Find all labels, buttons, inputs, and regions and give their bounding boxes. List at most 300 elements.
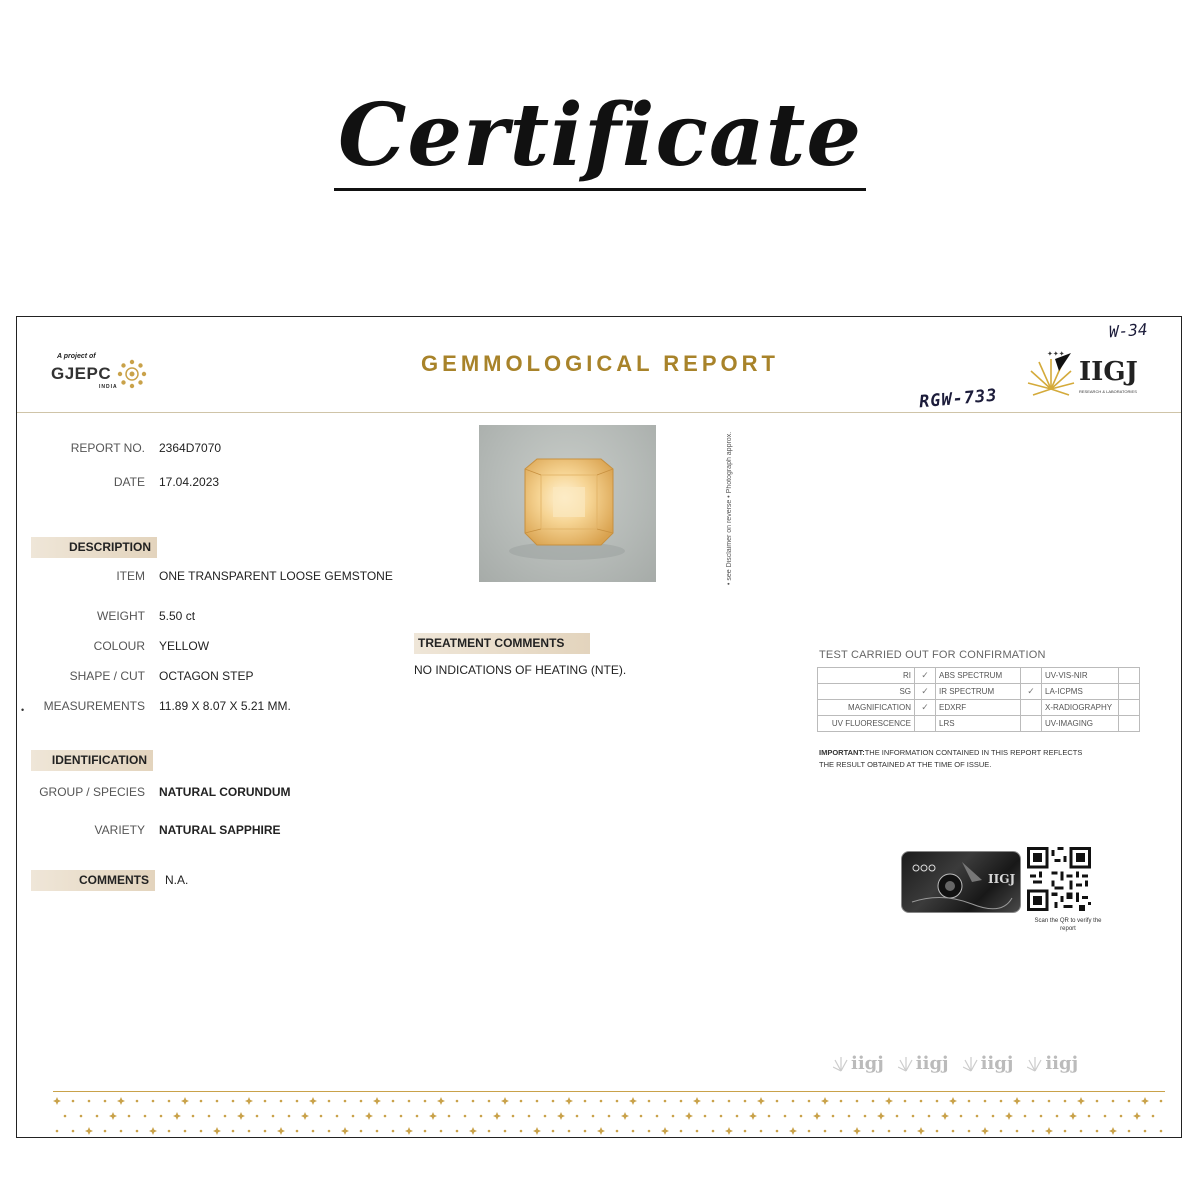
- sparkle-star: [53, 1097, 61, 1105]
- sparkle-dot: [208, 1115, 211, 1118]
- sparkle-dot: [744, 1130, 747, 1133]
- sparkle-dot: [912, 1115, 915, 1118]
- sparkle-dot: [1064, 1100, 1067, 1103]
- sparkle-dot: [1104, 1115, 1107, 1118]
- sparkle-star: [917, 1127, 925, 1135]
- sparkle-dot: [984, 1100, 987, 1103]
- sparkle-dot: [472, 1100, 475, 1103]
- sparkle-dot: [936, 1130, 939, 1133]
- sparkle-star: [173, 1112, 181, 1120]
- sparkle-star: [1045, 1127, 1053, 1135]
- sparkle-dot: [512, 1115, 515, 1118]
- measurements-label: MEASUREMENTS: [43, 699, 145, 713]
- sparkle-dot: [1112, 1100, 1115, 1103]
- sparkle-dot: [1096, 1130, 1099, 1133]
- certificate-header: [17, 317, 1181, 413]
- sparkle-dot: [488, 1130, 491, 1133]
- item-value: ONE TRANSPARENT LOOSE GEMSTONE: [159, 569, 393, 583]
- sparkle-dot: [296, 1130, 299, 1133]
- tests-row: [818, 700, 1140, 716]
- sparkle-star: [213, 1127, 221, 1135]
- iigj-logo-subtext: RESEARCH & LABORATORIES: [1079, 389, 1137, 394]
- sparkle-dot: [152, 1100, 155, 1103]
- sparkle-dot: [1160, 1130, 1163, 1133]
- test-name-cell: LA-ICPMS: [1042, 684, 1119, 700]
- sparkle-dot: [968, 1100, 971, 1103]
- sparkle-dot: [664, 1100, 667, 1103]
- gjepc-name: GJEPC: [51, 364, 112, 383]
- sparkle-dot: [904, 1130, 907, 1133]
- sparkle-dot: [1160, 1100, 1163, 1103]
- sparkle-dot: [480, 1115, 483, 1118]
- sparkle-dot: [488, 1100, 491, 1103]
- sparkle-dot: [632, 1130, 635, 1133]
- sparkle-dot: [648, 1130, 651, 1133]
- sparkle-dot: [824, 1130, 827, 1133]
- tests-table: [817, 667, 1140, 732]
- sparkle-star: [853, 1127, 861, 1135]
- sparkle-star: [621, 1112, 629, 1120]
- sparkle-star: [301, 1112, 309, 1120]
- sparkle-dot: [232, 1130, 235, 1133]
- sparkle-dot: [120, 1130, 123, 1133]
- sparkle-dot: [1024, 1115, 1027, 1118]
- sparkle-dot: [808, 1130, 811, 1133]
- sparkle-dot: [456, 1130, 459, 1133]
- sparkle-dot: [952, 1130, 955, 1133]
- sparkle-star: [1005, 1112, 1013, 1120]
- colour-label: COLOUR: [93, 639, 145, 653]
- sparkle-dot: [1000, 1130, 1003, 1133]
- date-value: 17.04.2023: [159, 475, 220, 489]
- sparkle-dot: [424, 1100, 427, 1103]
- sparkle-dot: [1048, 1100, 1051, 1103]
- sparkle-dot: [296, 1100, 299, 1103]
- sparkle-dot: [1040, 1115, 1043, 1118]
- sparkle-dot: [600, 1100, 603, 1103]
- test-name-cell: LRS: [936, 716, 1021, 732]
- comments-heading: COMMENTS: [31, 870, 155, 891]
- sparkle-dot: [88, 1100, 91, 1103]
- test-name-cell: RI: [818, 668, 915, 684]
- sparkle-dot: [544, 1115, 547, 1118]
- sparkle-dot: [1088, 1115, 1091, 1118]
- test-check-cell: ✓: [915, 684, 936, 700]
- sparkle-dot: [128, 1115, 131, 1118]
- sparkle-dot: [72, 1100, 75, 1103]
- sparkle-dot: [376, 1130, 379, 1133]
- sparkle-dot: [448, 1115, 451, 1118]
- tests-row: [818, 716, 1140, 732]
- sparkle-dot: [1120, 1115, 1123, 1118]
- sparkle-dot: [1144, 1130, 1147, 1133]
- tests-row: [818, 668, 1140, 684]
- test-name-cell: EDXRF: [936, 700, 1021, 716]
- sparkle-dot: [848, 1115, 851, 1118]
- sparkle-dot: [216, 1100, 219, 1103]
- sparkle-star: [277, 1127, 285, 1135]
- sparkle-star: [109, 1112, 117, 1120]
- watermark-burst-icon: [963, 1055, 979, 1073]
- sparkle-dot: [976, 1115, 979, 1118]
- sparkle-dot: [1128, 1130, 1131, 1133]
- species-value: NATURAL CORUNDUM: [159, 785, 291, 799]
- sparkle-dot: [784, 1115, 787, 1118]
- sparkle-dot: [56, 1130, 59, 1133]
- sparkle-dot: [232, 1100, 235, 1103]
- shape-label: SHAPE / CUT: [69, 669, 145, 683]
- treatment-text: NO INDICATIONS OF HEATING (NTE).: [414, 663, 627, 677]
- sparkle-dot: [936, 1100, 939, 1103]
- sparkle-dot: [104, 1130, 107, 1133]
- tests-row: [818, 684, 1140, 700]
- handwritten-code-rgw: RGW-733: [918, 385, 999, 413]
- sparkle-dot: [264, 1130, 267, 1133]
- sparkle-dot: [696, 1130, 699, 1133]
- sparkle-dot: [272, 1115, 275, 1118]
- sparkle-dot: [64, 1115, 67, 1118]
- sparkle-star: [245, 1097, 253, 1105]
- hologram-text: IIGJ: [988, 872, 1016, 886]
- sparkle-dot: [776, 1130, 779, 1133]
- sparkle-dot: [1016, 1130, 1019, 1133]
- gjepc-country: INDIA: [99, 384, 118, 390]
- iigj-sunburst-icon: [1025, 349, 1077, 401]
- photo-disclaimer-note: • see Disclaimer on reverse • Photograph approx.: [726, 431, 733, 585]
- item-label: ITEM: [116, 569, 145, 583]
- description-heading: DESCRIPTION: [31, 537, 157, 558]
- sparkle-dot: [328, 1100, 331, 1103]
- sparkle-dot: [832, 1115, 835, 1118]
- sparkle-dot: [248, 1130, 251, 1133]
- test-check-cell: ✓: [915, 668, 936, 684]
- sparkle-dot: [1032, 1130, 1035, 1133]
- sparkle-dot: [808, 1100, 811, 1103]
- test-name-cell: MAGNIFICATION: [818, 700, 915, 716]
- sparkle-dot: [136, 1130, 139, 1133]
- sparkle-dot: [576, 1115, 579, 1118]
- important-label: IMPORTANT:: [819, 748, 865, 757]
- sparkle-star: [685, 1112, 693, 1120]
- svg-text:✦✦✦: ✦✦✦: [1047, 351, 1065, 358]
- sparkle-star: [1133, 1112, 1141, 1120]
- sparkle-dot: [416, 1115, 419, 1118]
- weight-value: 5.50 ct: [159, 609, 196, 623]
- sparkle-star: [565, 1097, 573, 1105]
- sparkle-dot: [840, 1130, 843, 1133]
- sparkle-dot: [72, 1130, 75, 1133]
- sparkle-dot: [904, 1100, 907, 1103]
- sparkle-dot: [896, 1115, 899, 1118]
- colour-value: YELLOW: [159, 639, 210, 653]
- date-label: DATE: [113, 475, 145, 489]
- sparkle-star: [757, 1097, 765, 1105]
- qr-code-icon[interactable]: [1027, 847, 1091, 911]
- sparkle-star: [373, 1097, 381, 1105]
- sparkle-star: [981, 1127, 989, 1135]
- sparkle-dot: [920, 1100, 923, 1103]
- test-check-cell: [1119, 668, 1140, 684]
- sparkle-star: [85, 1127, 93, 1135]
- sparkle-dot: [456, 1100, 459, 1103]
- sparkle-dot: [1000, 1100, 1003, 1103]
- sparkle-star: [181, 1097, 189, 1105]
- sparkle-dot: [680, 1130, 683, 1133]
- sparkle-dot: [224, 1115, 227, 1118]
- sparkle-dot: [568, 1130, 571, 1133]
- gemstone-photo: [479, 425, 656, 582]
- sparkle-dot: [328, 1130, 331, 1133]
- gemstone-image: [479, 425, 656, 582]
- test-check-cell: [1021, 700, 1042, 716]
- sparkle-dot: [1064, 1130, 1067, 1133]
- test-check-cell: [1119, 684, 1140, 700]
- sparkle-star: [237, 1112, 245, 1120]
- sparkle-dot: [872, 1100, 875, 1103]
- watermark-text: iigj: [915, 1053, 949, 1074]
- tests-title: TEST CARRIED OUT FOR CONFIRMATION: [819, 649, 1046, 661]
- sparkle-dot: [680, 1100, 683, 1103]
- iigj-watermark: [963, 1053, 1014, 1074]
- variety-label: VARIETY: [94, 823, 145, 837]
- sparkle-dot: [992, 1115, 995, 1118]
- sparkle-dot: [864, 1115, 867, 1118]
- sparkle-star: [885, 1097, 893, 1105]
- sparkle-dot: [776, 1100, 779, 1103]
- sparkle-star: [629, 1097, 637, 1105]
- sparkle-dot: [552, 1100, 555, 1103]
- watermark-text: iigj: [980, 1053, 1014, 1074]
- sparkle-dot: [888, 1130, 891, 1133]
- test-name-cell: ABS SPECTRUM: [936, 668, 1021, 684]
- page-title: [0, 86, 1200, 191]
- sparkle-dot: [80, 1115, 83, 1118]
- sparkle-dot: [968, 1130, 971, 1133]
- sparkle-star: [821, 1097, 829, 1105]
- sparkle-star: [1077, 1097, 1085, 1105]
- sparkle-dot: [640, 1115, 643, 1118]
- sparkle-dot: [424, 1130, 427, 1133]
- sparkle-dot: [256, 1115, 259, 1118]
- sparkle-star: [501, 1097, 509, 1105]
- sparkle-star: [117, 1097, 125, 1105]
- sparkle-star: [341, 1127, 349, 1135]
- sparkle-dot: [760, 1130, 763, 1133]
- sparkle-dot: [712, 1130, 715, 1133]
- sparkle-dot: [360, 1100, 363, 1103]
- watermark-text: iigj: [1045, 1053, 1079, 1074]
- sparkle-star: [469, 1127, 477, 1135]
- sparkle-dot: [160, 1115, 163, 1118]
- sparkle-star: [493, 1112, 501, 1120]
- variety-value: NATURAL SAPPHIRE: [159, 823, 281, 837]
- sparkle-star: [813, 1112, 821, 1120]
- important-text: THE INFORMATION CONTAINED IN THIS REPORT REFLECTS THE RESULT OBTAINED AT THE TIME OF ISSUE.: [819, 748, 1083, 769]
- sparkle-star: [789, 1127, 797, 1135]
- sparkle-star: [149, 1127, 157, 1135]
- sparkle-dot: [144, 1115, 147, 1118]
- sparkle-star: [1069, 1112, 1077, 1120]
- sparkle-dot: [768, 1115, 771, 1118]
- sparkle-dot: [856, 1100, 859, 1103]
- sparkle-star: [661, 1127, 669, 1135]
- sparkle-dot: [280, 1100, 283, 1103]
- sparkle-star: [749, 1112, 757, 1120]
- test-name-cell: SG: [818, 684, 915, 700]
- test-name-cell: UV-IMAGING: [1042, 716, 1119, 732]
- test-name-cell: UV-VIS-NIR: [1042, 668, 1119, 684]
- watermark-burst-icon: [1027, 1055, 1043, 1073]
- identification-heading: IDENTIFICATION: [31, 750, 153, 771]
- sparkle-dot: [672, 1115, 675, 1118]
- sparkle-dot: [1128, 1100, 1131, 1103]
- sparkle-dot: [736, 1115, 739, 1118]
- measurements-value: 11.89 X 8.07 X 5.21 MM.: [159, 699, 291, 713]
- sparkle-dot: [464, 1115, 467, 1118]
- sparkle-dot: [136, 1100, 139, 1103]
- test-check-cell: ✓: [1021, 684, 1042, 700]
- sparkle-star: [309, 1097, 317, 1105]
- sparkle-dot: [728, 1100, 731, 1103]
- sparkle-star: [1109, 1127, 1117, 1135]
- sparkle-dot: [504, 1130, 507, 1133]
- sparkle-dot: [1080, 1130, 1083, 1133]
- sparkle-dot: [1152, 1115, 1155, 1118]
- sparkle-dot: [168, 1130, 171, 1133]
- sparkle-star: [1013, 1097, 1021, 1105]
- sparkle-dot: [384, 1115, 387, 1118]
- weight-label: WEIGHT: [97, 609, 145, 623]
- test-check-cell: [1021, 668, 1042, 684]
- sparkle-star: [941, 1112, 949, 1120]
- sparkle-dot: [584, 1100, 587, 1103]
- iigj-watermark: [833, 1053, 884, 1074]
- sparkle-dot: [192, 1115, 195, 1118]
- page-title-text: Certificate: [334, 86, 866, 191]
- report-no-value: 2364D7070: [159, 441, 222, 455]
- sparkle-dot: [656, 1115, 659, 1118]
- test-check-cell: ✓: [915, 700, 936, 716]
- sparkle-dot: [960, 1115, 963, 1118]
- sparkle-dot: [520, 1100, 523, 1103]
- sparkle-star: [693, 1097, 701, 1105]
- sparkle-dot: [264, 1100, 267, 1103]
- species-label: GROUP / SPECIES: [39, 785, 145, 799]
- watermark-burst-icon: [833, 1055, 849, 1073]
- treatment-heading: TREATMENT COMMENTS: [414, 633, 590, 654]
- sparkle-dot: [168, 1100, 171, 1103]
- gjepc-project-label: A project of: [57, 353, 96, 360]
- shape-value: OCTAGON STEP: [159, 669, 254, 683]
- sparkle-star: [1141, 1097, 1149, 1105]
- sparkle-star: [365, 1112, 373, 1120]
- test-check-cell: [1021, 716, 1042, 732]
- sparkle-dot: [1032, 1100, 1035, 1103]
- sparkle-dot: [720, 1115, 723, 1118]
- iigj-logo-text: IIGJ: [1079, 357, 1138, 387]
- watermark-text: iigj: [851, 1053, 884, 1074]
- iigj-watermark: [1027, 1053, 1078, 1074]
- test-name-cell: UV FLUORESCENCE: [818, 716, 915, 732]
- qr-note: Scan the QR to verify the report: [1034, 918, 1102, 932]
- sparkle-dot: [592, 1115, 595, 1118]
- sparkle-dot: [840, 1100, 843, 1103]
- test-check-cell: [1119, 716, 1140, 732]
- sparkle-dot: [200, 1100, 203, 1103]
- decorative-sparkle-band: [53, 1093, 1165, 1139]
- report-title: GEMMOLOGICAL REPORT: [421, 351, 779, 376]
- test-name-cell: X-RADIOGRAPHY: [1042, 700, 1119, 716]
- sparkle-dot: [552, 1130, 555, 1133]
- sparkle-dot: [344, 1100, 347, 1103]
- sparkle-dot: [312, 1130, 315, 1133]
- sparkle-dot: [928, 1115, 931, 1118]
- sparkle-dot: [1096, 1100, 1099, 1103]
- sparkle-dot: [608, 1115, 611, 1118]
- sparkle-dot: [184, 1130, 187, 1133]
- sparkle-dot: [360, 1130, 363, 1133]
- watermark-row: [833, 1053, 1078, 1074]
- handwritten-code-top: W-34: [1108, 319, 1149, 342]
- sparkle-dot: [712, 1100, 715, 1103]
- test-check-cell: [915, 716, 936, 732]
- sparkle-dot: [288, 1115, 291, 1118]
- test-check-cell: [1119, 700, 1140, 716]
- sparkle-star: [437, 1097, 445, 1105]
- sparkle-dot: [392, 1100, 395, 1103]
- sparkle-star: [557, 1112, 565, 1120]
- sparkle-dot: [584, 1130, 587, 1133]
- sparkle-dot: [392, 1130, 395, 1133]
- sparkle-star: [533, 1127, 541, 1135]
- sparkle-dot: [872, 1130, 875, 1133]
- sparkle-dot: [336, 1115, 339, 1118]
- comments-value: N.A.: [165, 873, 189, 887]
- hologram-seal: [901, 851, 1021, 913]
- sparkle-dot: [792, 1100, 795, 1103]
- important-note: [819, 747, 1099, 771]
- report-no-label: REPORT NO.: [70, 441, 145, 455]
- sparkle-dot: [520, 1130, 523, 1133]
- sparkle-dot: [104, 1100, 107, 1103]
- sparkle-dot: [528, 1115, 531, 1118]
- sparkle-star: [949, 1097, 957, 1105]
- sparkle-dot: [96, 1115, 99, 1118]
- sparkle-dot: [320, 1115, 323, 1118]
- sparkle-star: [597, 1127, 605, 1135]
- sparkle-dot: [616, 1130, 619, 1133]
- gold-divider-line: [53, 1091, 1165, 1092]
- sparkle-dot: [704, 1115, 707, 1118]
- sparkle-dot: [616, 1100, 619, 1103]
- sparkle-dot: [800, 1115, 803, 1118]
- sparkle-dot: [200, 1130, 203, 1133]
- margin-mark: •: [21, 705, 25, 715]
- test-name-cell: IR SPECTRUM: [936, 684, 1021, 700]
- sparkle-star: [877, 1112, 885, 1120]
- iigj-logo: [1025, 349, 1165, 401]
- iigj-watermark: [898, 1053, 949, 1074]
- sparkle-dot: [648, 1100, 651, 1103]
- sparkle-star: [725, 1127, 733, 1135]
- sparkle-star: [405, 1127, 413, 1135]
- sparkle-dot: [536, 1100, 539, 1103]
- certificate-card: [16, 316, 1182, 1138]
- sparkle-dot: [1056, 1115, 1059, 1118]
- sparkle-dot: [408, 1100, 411, 1103]
- sparkle-dot: [352, 1115, 355, 1118]
- watermark-burst-icon: [898, 1055, 914, 1073]
